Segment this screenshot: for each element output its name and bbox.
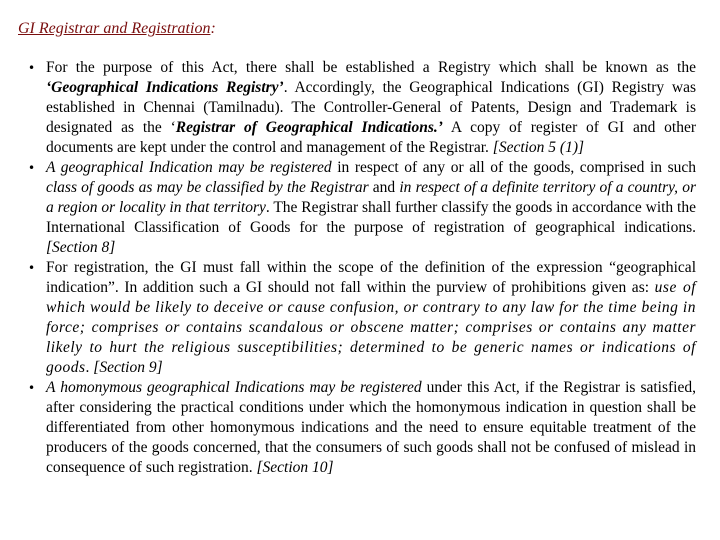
text: .: [85, 359, 94, 376]
list-item: [0, 378, 720, 478]
text-italic: A geographical Indication may be registered: [46, 159, 332, 176]
text: For the purpose of this Act, there shall be established a Registry which shall be known as the: [46, 59, 696, 76]
paragraph-registration: [46, 158, 696, 258]
bullet-icon: •: [28, 261, 36, 275]
paragraph-homonymous: [46, 378, 696, 478]
list-item: [0, 258, 720, 378]
section-reference: [Section 10]: [256, 459, 334, 476]
section-reference: [Section 5 (1)]: [492, 139, 585, 156]
list-item: [0, 58, 720, 158]
paragraph-registry: [46, 58, 696, 158]
text-emphasis: ‘Geographical Indications Registry’: [46, 79, 284, 96]
paragraph-prohibitions: [46, 258, 696, 378]
text: and: [368, 179, 400, 196]
section-reference: [Section 9]: [93, 359, 163, 376]
bullet-list: [0, 58, 720, 478]
text-italic: A homonymous geographical Indications may be registered: [46, 379, 422, 396]
text-emphasis: Registrar of Geographical Indications.’: [175, 119, 443, 136]
section-reference: [Section 8]: [46, 239, 116, 256]
bullet-icon: •: [28, 381, 36, 395]
bullet-icon: •: [28, 61, 36, 75]
text: under this Act, if the Registrar is satisfied, after considering the practical conditions under which the homonymous indication in question shall be differentiated from other homonymous indications and the need to ensure equitable treatment of the producers of the goods concerned, that the consumers of such goods shall not be confused of mislead in consequence of such registration.: [46, 379, 696, 476]
text: A copy of register of GI and other documents are kept under the control and management of the Registrar.: [46, 119, 697, 156]
text-italic: class of goods as may be classified by the Registrar: [46, 179, 369, 196]
text: in respect of any or all of the goods, comprised in such: [331, 159, 696, 176]
text-italic: use of which would be likely to deceive or cause confusion, or contrary to any law for the time being in force; comprises or contains scandalous or obscene matter; comprises or contains any matter likely to hurt the religious susceptibilities; determined to be generic names or indications of goods: [46, 279, 696, 376]
bullet-icon: •: [28, 161, 36, 175]
text: For registration, the GI must fall within the scope of the definition of the expression “geographical indication”. In addition such a GI should not fall within the purview of prohibitions given as:: [46, 259, 696, 296]
text: . Accordingly, the Geographical Indications (GI) Registry was established in Chennai (Tamilnadu). The Controller-General of Patents, Design and Trademark is designated as the ‘: [46, 79, 697, 136]
text-italic: in respect of a definite territory of a country, or a region or locality in that territory: [46, 179, 697, 216]
text: . The Registrar shall further classify the goods in accordance with the International Classification of Goods for the purpose of registration of geographical indications.: [46, 199, 696, 236]
list-item: [0, 158, 720, 258]
page-title: [18, 20, 216, 38]
title-colon: :: [210, 20, 216, 37]
title-text: GI Registrar and Registration: [18, 20, 211, 37]
